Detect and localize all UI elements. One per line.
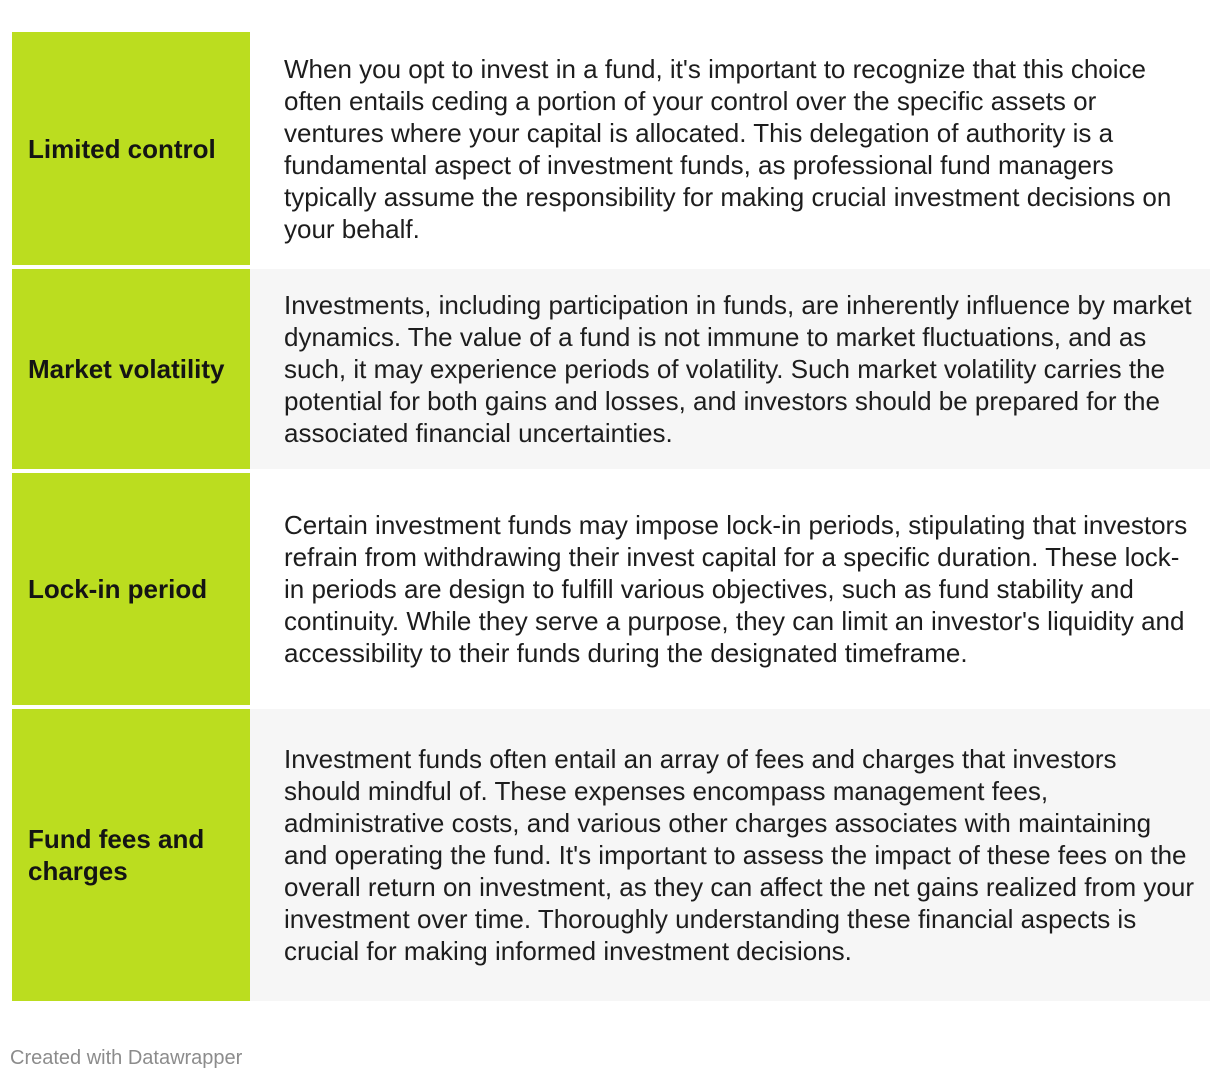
row-description: Investment funds often entail an array of fees and charges that investors should mindful of. These expenses encompass management fees, administrative costs, and various other charges associates with maintaining and operating the fund. It's important to assess the impact of these fees on the overall return on investment, as they can affect the net gains realized from your investment over time. Thoroughly understanding these financial aspects is crucial for making informed investment decisions. (284, 744, 1194, 966)
row-description-cell (250, 32, 1210, 265)
datawrapper-credit: Created with Datawrapper (10, 1047, 243, 1069)
row-label-cell (12, 269, 250, 469)
row-description-cell (250, 709, 1210, 1001)
row-label: Market volatility (28, 354, 225, 384)
row-label: Limited control (28, 133, 216, 164)
row-description-cell (250, 473, 1210, 705)
row-label-cell (12, 32, 250, 265)
row-description-cell (250, 269, 1210, 469)
row-description: When you opt to invest in a fund, it's important to recognize that this choice often entails ceding a portion of your control over the specific assets or ventures where your capital is allocated. This delegation of authority is a fundamental aspect of investment funds, as professional fund managers typically assume the responsibility for making crucial investment decisions on your behalf. (284, 53, 1172, 244)
table-row (12, 469, 1210, 705)
row-label-cell (12, 709, 250, 1001)
table-row (12, 705, 1210, 1001)
row-description: Investments, including participation in funds, are inherently influence by market dynamics. The value of a fund is not immune to market fluctuations, and as such, it may experience periods of volatility. Such market volatility carries the potential for both gains and losses, and investors should be prepared for the associated financial uncertainties. (284, 290, 1192, 448)
row-label: Fund fees and charges (28, 824, 205, 886)
table-row (12, 265, 1210, 469)
table-row (12, 32, 1210, 265)
row-description: Certain investment funds may impose lock-in periods, stipulating that investors refrain from withdrawing their invest capital for a specific duration. These lock-in periods are design to fulfill various objectives, such as fund stability and continuity. While they serve a purpose, they can limit an investor's liquidity and accessibility to their funds during the designated timeframe. (284, 510, 1188, 668)
info-table (12, 32, 1210, 1001)
row-label-cell (12, 473, 250, 705)
row-label: Lock-in period (28, 574, 208, 604)
